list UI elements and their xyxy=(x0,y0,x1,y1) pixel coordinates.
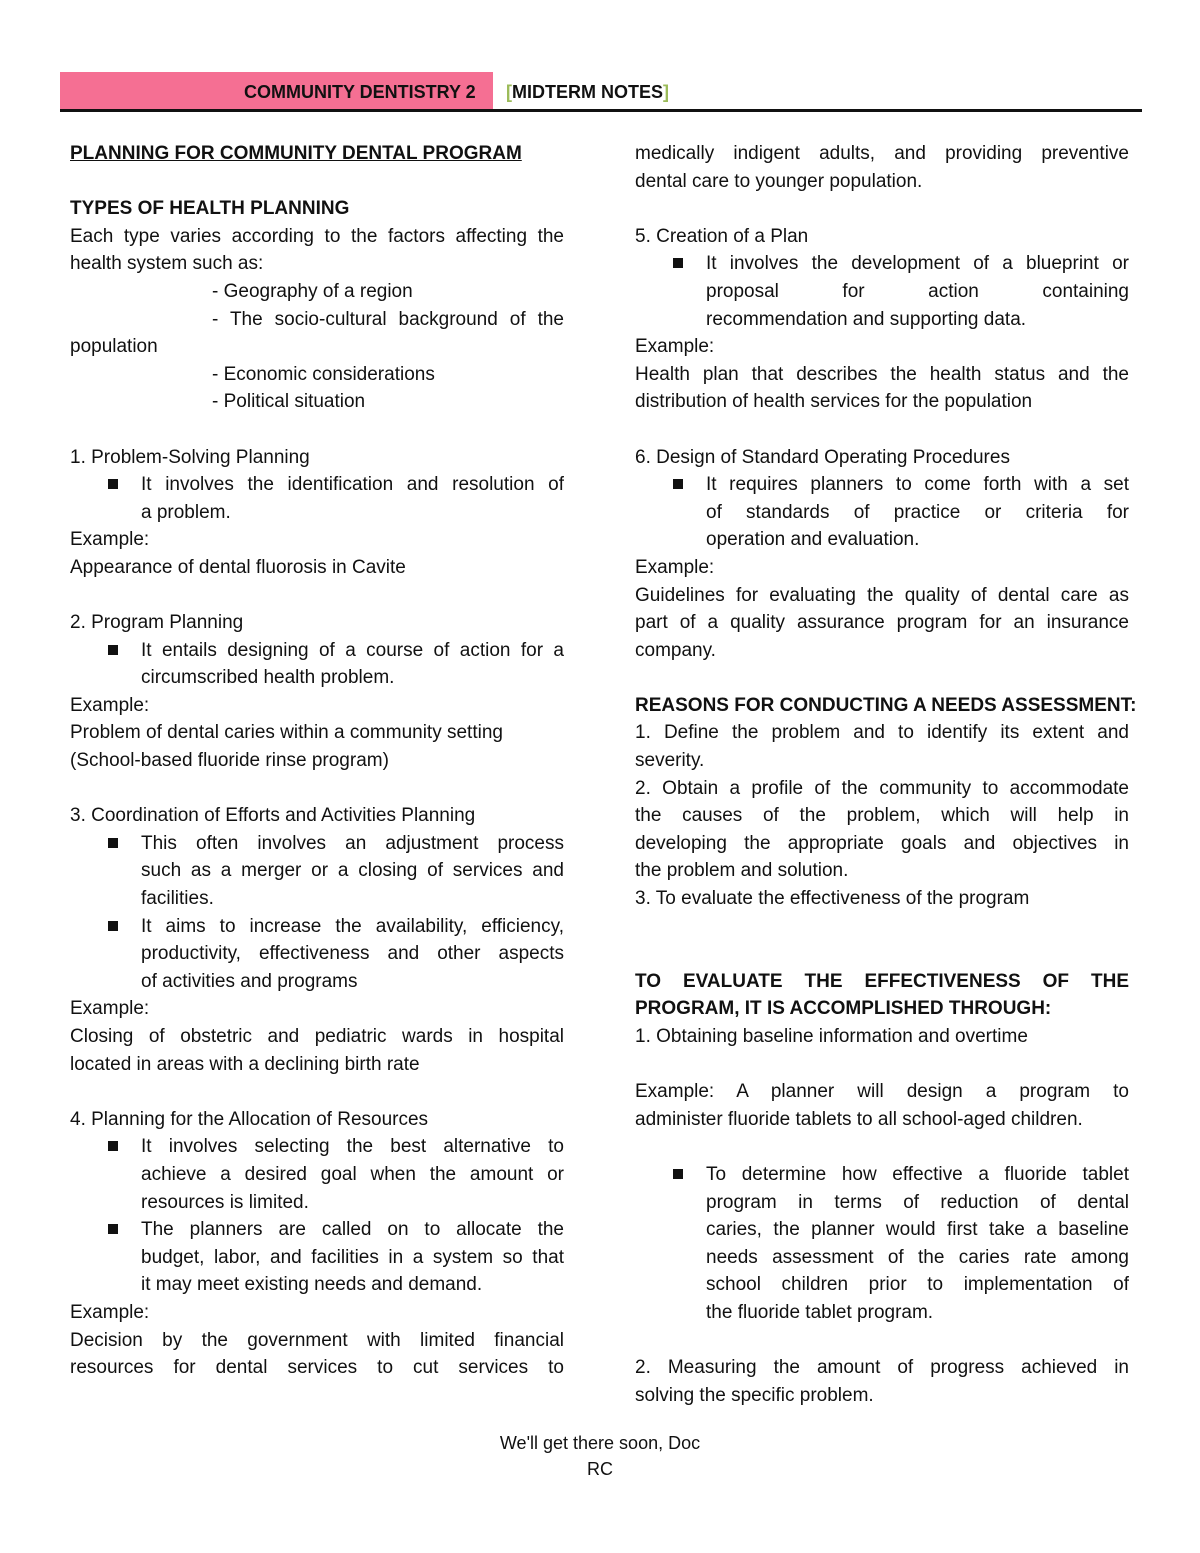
footer-initials: RC xyxy=(587,1459,613,1479)
example-text: Closing of obstetric and pediatric wards in hospital xyxy=(70,1026,564,1047)
bullet-line: budget, labor, and facilities in a system so that xyxy=(141,1246,564,1268)
example-label: Example: xyxy=(70,694,150,716)
evaluate-item: solving the specific problem. xyxy=(635,1384,874,1406)
evaluate-item: 2. Measuring the amount of progress achieved in xyxy=(635,1357,1129,1379)
bullet-line: proposal for action containing xyxy=(706,280,1129,302)
bullet-square-icon xyxy=(108,479,118,489)
example-label: Example: xyxy=(70,529,150,551)
bullet-square-icon xyxy=(108,1224,118,1234)
example-text: (School-based fluoride rinse program) xyxy=(70,750,389,772)
types-heading: TYPES OF HEALTH PLANNING xyxy=(70,198,350,220)
bullet-line: circumscribed health problem. xyxy=(141,667,395,689)
factor-item: - Economic considerations xyxy=(212,363,435,385)
intro-line: Each type varies according to the factors affecting the xyxy=(70,225,564,247)
needs-item: 1. Define the problem and to identify its extent and xyxy=(635,722,1129,744)
evaluate-heading: PROGRAM, IT IS ACCOMPLISHED THROUGH: xyxy=(635,998,1052,1020)
bullet-line: The planners are called on to allocate the xyxy=(141,1219,564,1241)
bullet-line: of activities and programs xyxy=(141,970,358,992)
evaluate-item: 1. Obtaining baseline information and overtime xyxy=(635,1026,1028,1047)
bullet-line: recommendation and supporting data. xyxy=(706,308,1027,330)
bullet-square-icon xyxy=(108,838,118,848)
bullet-line: It requires planners to come forth with a set xyxy=(706,474,1129,496)
example-label: Example: xyxy=(70,998,150,1020)
intro-line: health system such as: xyxy=(70,253,264,275)
bullet-item xyxy=(635,471,1129,554)
section-title: 1. Problem-Solving Planning xyxy=(70,446,310,468)
bullet-square-icon xyxy=(108,1141,118,1151)
bullet-line: operation and evaluation. xyxy=(706,529,920,551)
bullet-line: it may meet existing needs and demand. xyxy=(141,1274,483,1296)
example-text: distribution of health services for the population xyxy=(635,391,1033,413)
left-column xyxy=(70,140,564,1382)
bullet-square-icon xyxy=(108,645,118,655)
bullet-line: needs assessment of the caries rate among xyxy=(706,1246,1129,1268)
example-text: part of a quality assurance program for an insurance xyxy=(635,612,1129,634)
needs-heading: REASONS FOR CONDUCTING A NEEDS ASSESSMENT: xyxy=(635,694,1137,716)
section-title: 4. Planning for the Allocation of Resources xyxy=(70,1108,429,1130)
continued-text: dental care to younger population. xyxy=(635,170,923,192)
bullet-square-icon xyxy=(673,479,683,489)
needs-item: severity. xyxy=(635,750,705,772)
bullet-line: This often involves an adjustment process xyxy=(141,832,564,854)
bullet-item xyxy=(635,1161,1129,1327)
bullet-line: such as a merger or a closing of services and xyxy=(141,860,564,882)
example-text: located in areas with a declining birth rate xyxy=(70,1053,420,1075)
example-label: Example: xyxy=(70,1301,150,1323)
example-text: Example: A planner will design a program to xyxy=(635,1081,1129,1103)
bullet-square-icon xyxy=(673,258,683,268)
bullet-item xyxy=(70,830,564,913)
example-text: Health plan that describes the health status and the xyxy=(635,363,1129,385)
bullet-line: program in terms of reduction of dental xyxy=(706,1191,1129,1213)
bullet-line: productivity, effectiveness and other aspects xyxy=(141,943,564,965)
example-text: Appearance of dental fluorosis in Cavite xyxy=(70,556,406,578)
bullet-square-icon xyxy=(108,921,118,931)
example-text: Guidelines for evaluating the quality of dental care as xyxy=(635,584,1129,606)
bullet-line: To determine how effective a fluoride tablet xyxy=(706,1163,1129,1185)
subtitle-close-bracket: ] xyxy=(663,82,669,102)
page-heading: PLANNING FOR COMMUNITY DENTAL PROGRAM xyxy=(70,143,522,164)
bullet-item xyxy=(70,1216,564,1299)
needs-item: 2. Obtain a profile of the community to accommodate xyxy=(635,777,1129,799)
factor-item: - Political situation xyxy=(212,391,366,413)
needs-item: the problem and solution. xyxy=(635,860,849,882)
bullet-item xyxy=(70,471,564,526)
footer-line: We'll get there soon, Doc xyxy=(499,1433,701,1453)
bullet-square-icon xyxy=(673,1169,683,1179)
needs-item: the causes of the problem, which will help in xyxy=(635,805,1129,827)
bullet-item xyxy=(70,1133,564,1216)
bullet-line: the fluoride tablet program. xyxy=(706,1301,934,1323)
bullet-line: It involves the development of a blueprint or xyxy=(706,253,1129,275)
example-text: company. xyxy=(635,639,716,661)
bullet-item xyxy=(635,250,1129,333)
example-label: Example: xyxy=(635,556,715,578)
section-title: 2. Program Planning xyxy=(70,612,244,634)
bullet-item xyxy=(70,637,564,692)
factor-item: - Geography of a region xyxy=(212,280,413,302)
bullet-line: a problem. xyxy=(141,501,231,523)
section-title: 3. Coordination of Efforts and Activities Planning xyxy=(70,805,476,827)
header-rule xyxy=(60,109,1142,112)
bullet-line: It involves selecting the best alternative to xyxy=(141,1136,564,1158)
bullet-line: facilities. xyxy=(141,888,214,910)
example-text: Decision by the government with limited financial xyxy=(70,1329,564,1351)
bullet-line: achieve a desired goal when the amount or xyxy=(141,1163,564,1185)
bullet-line: It entails designing of a course of action for a xyxy=(141,639,564,661)
right-column xyxy=(635,140,1137,1409)
document-title: COMMUNITY DENTISTRY 2 xyxy=(244,82,476,102)
continued-text: medically indigent adults, and providing preventive xyxy=(635,143,1129,164)
bullet-line: of standards of practice or criteria for xyxy=(706,501,1129,523)
bullet-line: It aims to increase the availability, efficiency, xyxy=(141,915,564,937)
bullet-line: It involves the identification and resolution of xyxy=(141,474,564,496)
document-subtitle xyxy=(506,82,669,103)
example-text: resources for dental services to cut services to xyxy=(70,1357,564,1379)
example-text: Problem of dental caries within a community setting xyxy=(70,722,503,744)
bullet-line: school children prior to implementation of xyxy=(706,1274,1129,1296)
bullet-line: resources is limited. xyxy=(141,1191,309,1213)
evaluate-heading: TO EVALUATE THE EFFECTIVENESS OF THE xyxy=(635,970,1129,992)
factor-item: - The socio-cultural background of the xyxy=(212,308,564,330)
example-label: Example: xyxy=(635,336,715,358)
needs-item: 3. To evaluate the effectiveness of the program xyxy=(635,888,1030,910)
subtitle-text: MIDTERM NOTES xyxy=(512,82,663,102)
section-title: 5. Creation of a Plan xyxy=(635,225,809,247)
factor-wrap: population xyxy=(70,336,158,358)
subtitle-open-bracket: [ xyxy=(506,82,512,102)
needs-item: developing the appropriate goals and objectives in xyxy=(635,832,1129,854)
bullet-line: caries, the planner would first take a baseline xyxy=(706,1219,1129,1241)
section-title: 6. Design of Standard Operating Procedures xyxy=(635,446,1010,468)
bullet-item xyxy=(70,913,564,996)
example-text: administer fluoride tablets to all school-aged children. xyxy=(635,1108,1083,1130)
